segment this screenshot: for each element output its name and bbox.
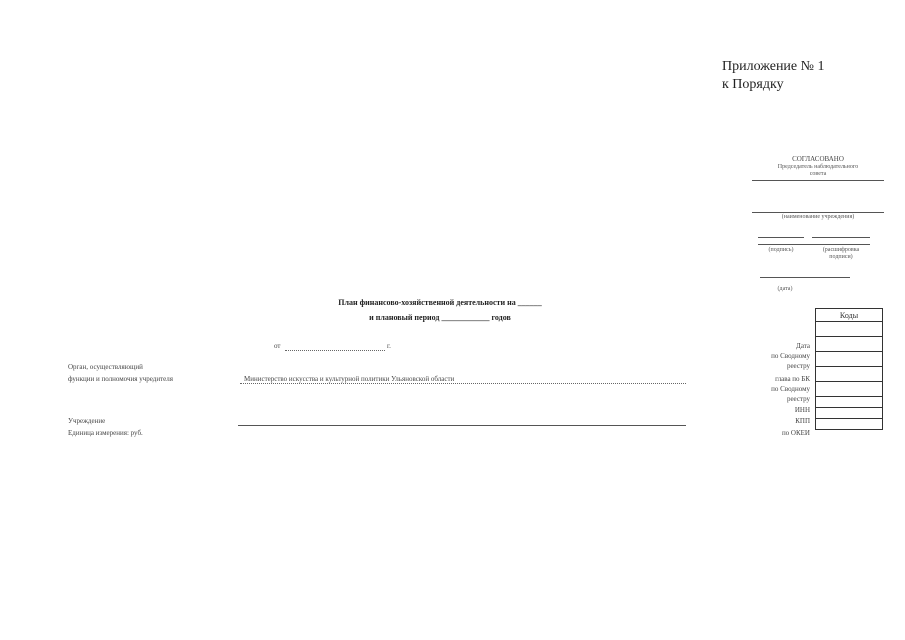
appendix-reference: к Порядку: [722, 77, 784, 92]
codes-chapter-cell: [816, 367, 883, 382]
appendix-number: Приложение № 1: [722, 59, 825, 74]
codes-consolidated2-cell: [816, 382, 883, 397]
agreed-label: СОГЛАСОВАНО: [792, 155, 844, 163]
signature-caption: (подпись): [768, 247, 794, 253]
codes-consolidated1-label: по Сводному: [771, 352, 810, 360]
codes-consolidated1b-label: реестру: [786, 362, 810, 370]
institution-label: Учреждение: [68, 417, 106, 425]
codes-consolidated1-cell: [816, 352, 883, 367]
codes-chapter-label: глава по БК: [775, 375, 810, 383]
from-prefix: от: [274, 342, 281, 350]
codes-inn-cell: [816, 397, 883, 408]
signature-line: [758, 237, 804, 238]
from-suffix: г.: [387, 342, 391, 350]
date-caption: (дата): [777, 286, 793, 292]
signature-underline: [758, 244, 870, 245]
appendix-heading: [722, 58, 825, 94]
codes-table: [815, 308, 883, 430]
codes-kpp-cell: [816, 408, 883, 419]
codes-consolidated2-label: по Сводному: [771, 385, 810, 393]
codes-okei-cell: [816, 419, 883, 430]
organ-label-line2: функции и полномочия учредителя: [68, 375, 173, 383]
codes-kpp-label: КПП: [795, 417, 810, 425]
unit-label: Единица измерения: руб.: [68, 429, 143, 437]
codes-okei-label: по ОКЕИ: [781, 429, 810, 437]
institution-name-caption: (наименование учреждения): [781, 214, 855, 220]
institution-name-line: [752, 212, 884, 213]
codes-inn-label: ИНН: [794, 406, 810, 414]
document-title-line2: и плановый период ____________ годов: [369, 313, 511, 322]
from-date-line: [285, 350, 385, 351]
document-title-line1: План финансово-хозяйственной деятельности на ______: [338, 298, 542, 307]
codes-empty-cell: [816, 322, 883, 337]
ministry-line: [240, 383, 686, 384]
chair-label-line2: совета: [809, 171, 827, 177]
decoding-line: [812, 237, 870, 238]
codes-date-cell: [816, 337, 883, 352]
chair-label-line1: Председатель наблюдательного: [777, 164, 859, 170]
institution-line: [238, 425, 686, 426]
ministry-value: Министерство искусства и культурной политики Ульяновской области: [244, 375, 455, 383]
chair-line: [752, 180, 884, 181]
date-line: [760, 277, 850, 278]
organ-label-line1: Орган, осуществляющий: [68, 363, 143, 371]
codes-header: Коды: [816, 309, 883, 322]
codes-consolidated2b-label: реестру: [786, 395, 810, 403]
decoding-caption-line1: (расшифровка: [822, 247, 860, 253]
codes-date-label: Дата: [796, 342, 810, 350]
decoding-caption-line2: подписи): [829, 254, 853, 260]
